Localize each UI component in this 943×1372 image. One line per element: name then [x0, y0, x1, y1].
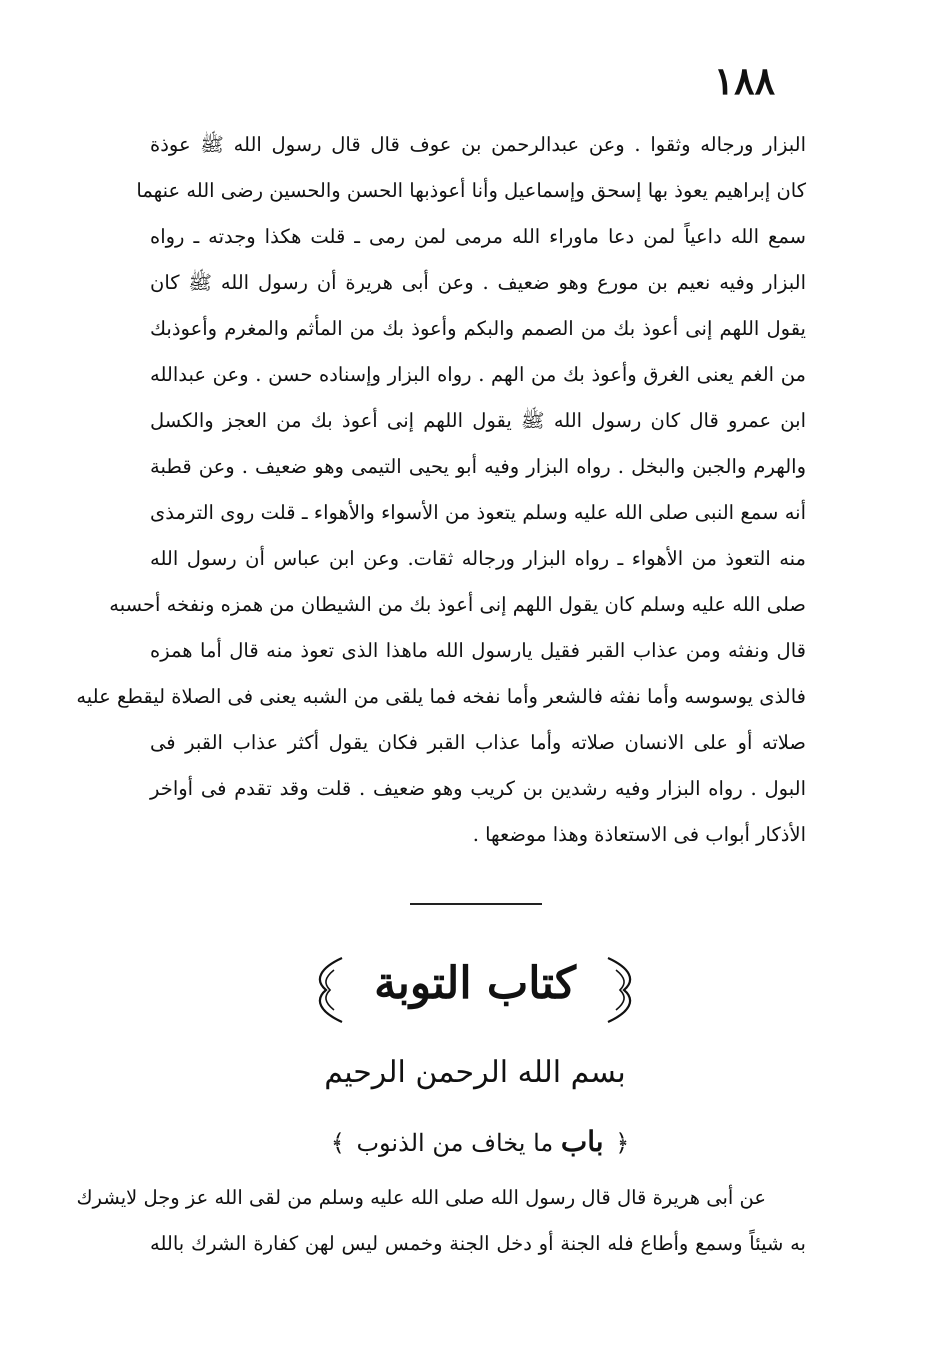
chapter-text [76, 1175, 806, 1267]
text-line: قال ونفثه ومن عذاب القبر فقيل يارسول الله ماهذا الذى تعوذ منه قال أما همزه [150, 639, 806, 662]
text-line: من الغم يعنى الغرق وأعوذ بك من الهم . رواه البزار وإسناده حسن . وعن عبدالله [150, 363, 806, 386]
body-text [76, 122, 806, 858]
text-line: البزار وفيه نعيم بن مورع وهو ضعيف . وعن أبى هريرة أن رسول الله ﷺ كان [150, 271, 806, 294]
chapter-heading [320, 1125, 640, 1165]
text-line: ابن عمرو قال كان رسول الله ﷺ يقول اللهم إنى أعوذ بك من العجز والكسل [150, 409, 806, 432]
text-line: البزار ورجاله وثقوا . وعن عبدالرحمن بن عوف قال قال رسول الله ﷺ عوذة [150, 133, 806, 156]
chapter-bab: باب [560, 1125, 604, 1158]
text-line: صلاته أو على الانسان صلاته وأما عذاب القبر فكان يقول أكثر عذاب القبر فى [150, 731, 806, 754]
text-line: صلى الله عليه وسلم كان يقول اللهم إنى أعوذ بك من الشيطان من همزه ونفخه أحسبه [109, 593, 806, 616]
section-divider [410, 903, 542, 905]
text-line: فالذى يوسوسه وأما نفثه فالشعر وأما نفخه فما يلقى من الشبه يعنى فى الصلاة ليقطع عليه [76, 685, 806, 708]
text-line: منه التعوذ من الأهواء ـ رواه البزار ورجاله ثقات. وعن ابن عباس أن رسول الله [150, 547, 806, 570]
text-line: به شيئاً وسمع وأطاع فله الجنة أو دخل الجنة وخمس ليس لهن كفارة الشرك بالله [150, 1232, 806, 1255]
close-bracket-icon: ﴾ [330, 1129, 345, 1157]
text-line: الأذكار أبواب فى الاستعاذة وهذا موضعها . [472, 823, 806, 846]
book-title: كتاب التوبة [374, 958, 576, 1009]
text-line: والهرم والجبن والبخل . رواه البزار وفيه أبو يحيى التيمى وهو ضعيف . وعن قطبة [150, 455, 806, 478]
text-line: البول . رواه البزار وفيه رشدين بن كريب وهو ضعيف . قلت وقد تقدم فى أواخر [150, 777, 806, 800]
page-number: ١٨٨ [713, 58, 775, 103]
open-bracket-icon: ﴿ [615, 1129, 630, 1157]
book-title-block [300, 950, 650, 1030]
text-line: يقول اللهم إنى أعوذ بك من الصمم والبكم وأعوذ بك من المأثم والمغرم وأعوذبك [150, 317, 806, 340]
chapter-title: ما يخاف من الذنوب [356, 1129, 554, 1157]
basmala: بسم الله الرحمن الرحيم [324, 1055, 626, 1090]
text-line: أنه سمع النبى صلى الله عليه وسلم يتعوذ من الأسواء والأهواء ـ قلت روى الترمذى [150, 501, 806, 524]
text-line: كان إبراهيم يعوذ بها إسحق وإسماعيل وأنا أعوذبها الحسن والحسين رضى الله عنهما [136, 179, 806, 202]
text-line: سمع الله داعياً لمن دعا ماوراء الله مرمى لمن رمى ـ قلت هكذا وجدته ـ رواه [150, 225, 806, 248]
text-line: عن أبى هريرة قال قال رسول الله صلى الله عليه وسلم من لقى الله عز وجل لايشرك [76, 1186, 766, 1209]
